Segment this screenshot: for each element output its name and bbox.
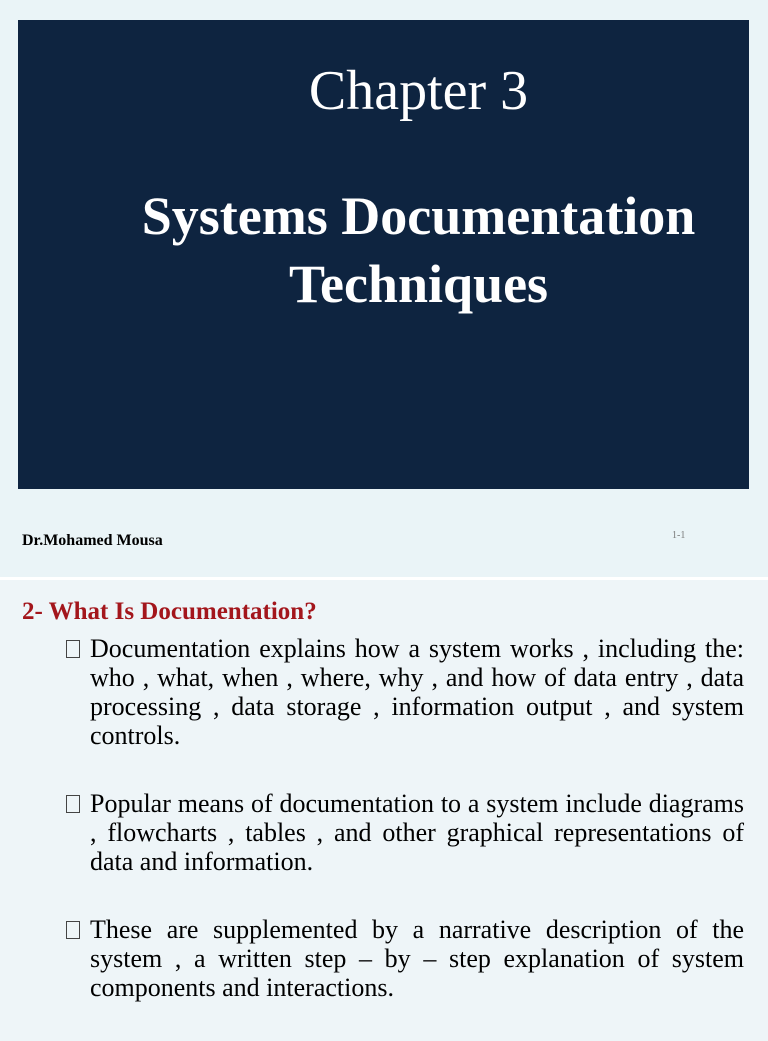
slide-title-line2: Techniques <box>288 254 549 314</box>
slide-title-line1: Systems Documentation <box>141 186 696 246</box>
bullet-item <box>62 634 744 750</box>
bullet-box-icon <box>66 640 80 658</box>
bullet-box-icon <box>66 921 80 939</box>
bullet-item <box>62 789 744 876</box>
chapter-title: Chapter 3 <box>308 60 529 122</box>
title-box <box>18 20 749 489</box>
slide-title <box>18 182 749 318</box>
section-heading: 2- What Is Documentation? <box>22 598 317 625</box>
bullet-box-icon <box>66 795 80 813</box>
bullet-list <box>62 634 744 1041</box>
bullet-item <box>62 915 744 1002</box>
slide-number: 1-1 <box>672 530 686 541</box>
bullet-text: Popular means of documentation to a system include diagrams , flowcharts , tables , and other graphical representations of data and information. <box>90 789 744 876</box>
author-name: Dr.Mohamed Mousa <box>22 532 163 549</box>
bullet-text: These are supplemented by a narrative description of the system , a written step – by – step explanation of system components and interactions. <box>90 915 744 1002</box>
bullet-text: Documentation explains how a system works , including the: who , what, when , where, why , and how of data entry , data processing , data storage , information output , and system controls. <box>90 634 744 750</box>
content-slide <box>0 580 768 1024</box>
